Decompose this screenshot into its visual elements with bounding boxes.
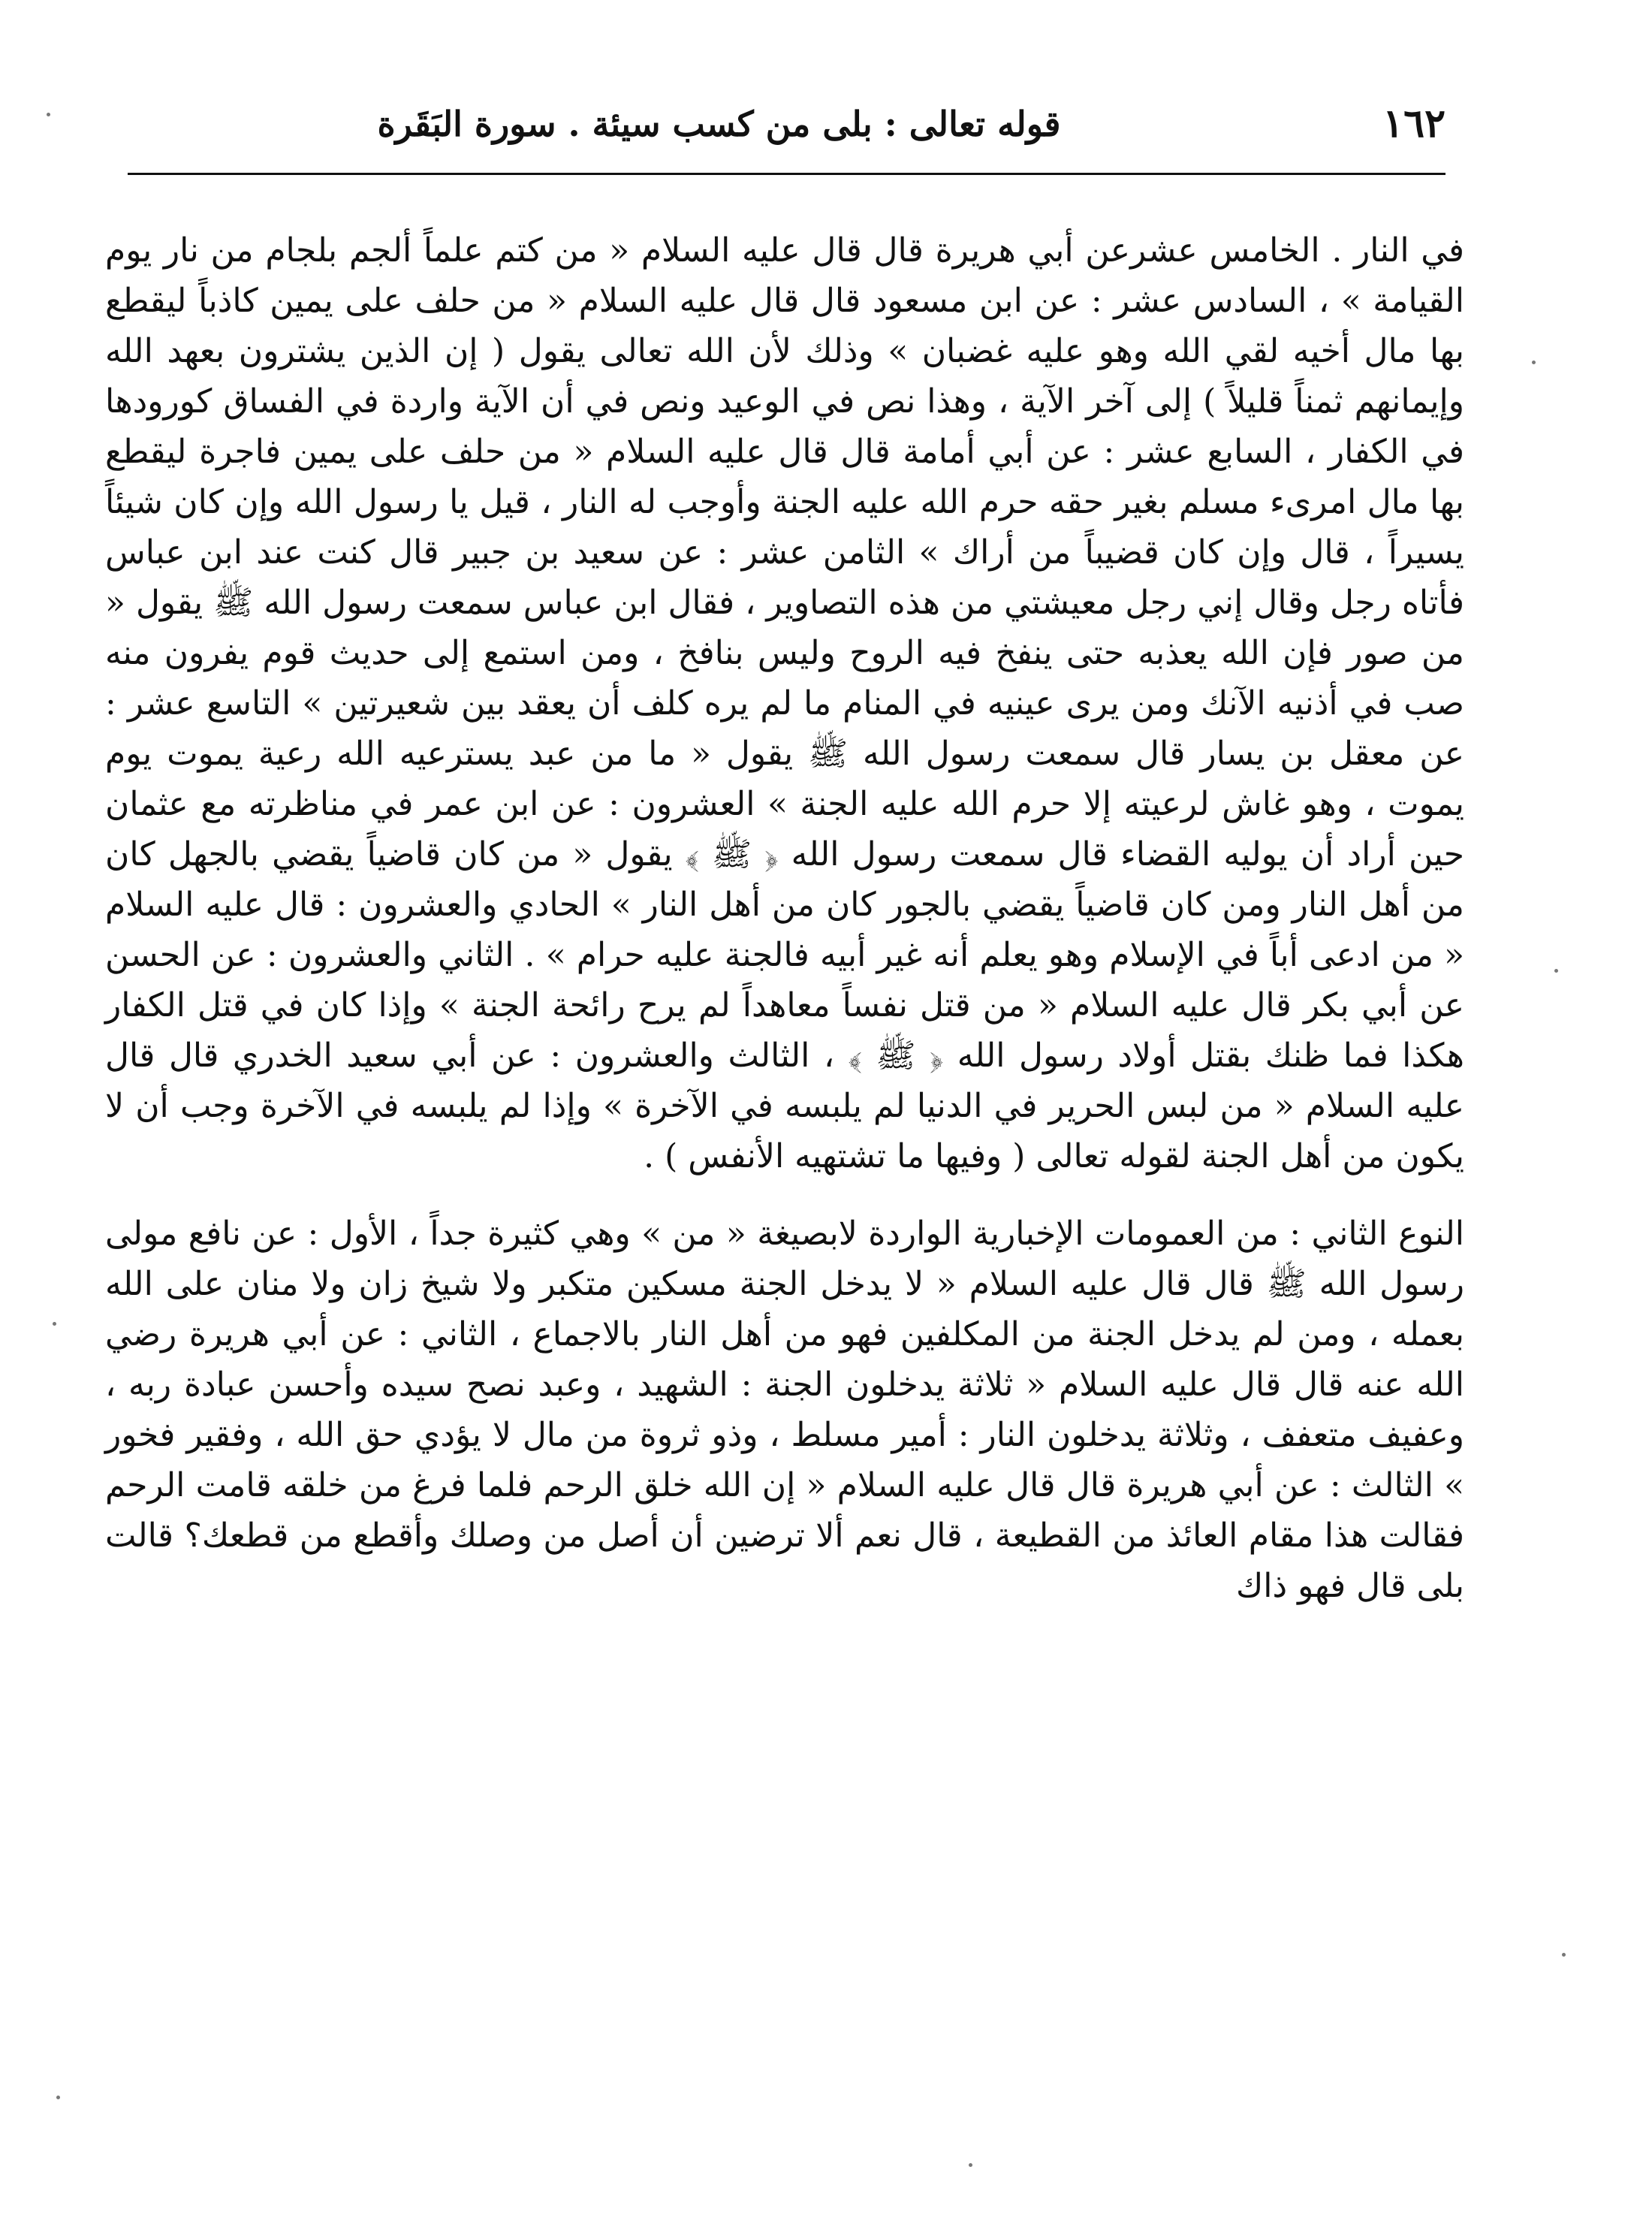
page-number: ١٦٢ xyxy=(1382,101,1446,146)
paragraph-second-type: النوع الثاني : من العمومات الإخبارية الواردة لابصيغة « من » وهي كثيرة جداً ، الأول : عن نافع مولى رسول الله ﷺ قال قال عليه السلام « لا يدخل الجنة مسكين متكبر ولا شيخ زان ولا منان على الله بعمله ، ومن لم يدخل الجنة من المكلفين فهو من أهل النار بالاجماع ، الثاني : عن أبي هريرة رضي الله عنه قال قال عليه السلام « ثلاثة يدخلون الجنة : الشهيد ، وعبد نصح سيده وأحسن عبادة ربه ، وعفيف متعفف ، وثلاثة يدخلون النار : أمير مسلط ، وذو ثروة من مال لا يؤدي حق الله ، وفقير فخور » الثالث : عن أبي هريرة قال قال عليه السلام « إن الله خلق الرحم فلما فرغ من خلقه قامت الرحم فقالت هذا مقام العائذ من القطيعة ، قال نعم ألا ترضين أن أصل من وصلك وأقطع من قطعك؟ قالت بلى قال فهو ذاك xyxy=(105,1215,1464,1605)
header-title: قوله تعالى : بلى من كسب سيئة . سورة البَقَرة xyxy=(377,104,1061,144)
scan-speck xyxy=(1532,361,1536,364)
scan-speck xyxy=(47,113,50,116)
scan-speck xyxy=(1562,1953,1566,1957)
scan-speck xyxy=(1554,969,1558,973)
body-text xyxy=(105,225,1464,1611)
running-header xyxy=(128,98,1446,158)
scan-speck xyxy=(53,1322,56,1326)
header-divider xyxy=(128,173,1446,175)
scan-speck xyxy=(969,2163,972,2167)
scan-speck xyxy=(56,2096,60,2099)
paragraph-hadith-list: في النار . الخامس عشرعن أبي هريرة قال قال عليه السلام « من كتم علماً ألجم بلجام من نار يوم القيامة » ، السادس عشر : عن ابن مسعود قال قال عليه السلام « من حلف على يمين كاذباً ليقطع بها مال أخيه لقي الله وهو عليه غضبان » وذلك لأن الله تعالى يقول ( إن الذين يشترون بعهد الله وإيمانهم ثمناً قليلاً ) إلى آخر الآية ، وهذا نص في الوعيد ونص في أن الآية واردة في الفساق كورودها في الكفار ، السابع عشر : عن أبي أمامة قال قال عليه السلام « من حلف على يمين فاجرة ليقطع بها مال امرىء مسلم بغير حقه حرم الله عليه الجنة وأوجب له النار ، قيل يا رسول الله وإن كان شيئاً يسيراً ، قال وإن كان قضيباً من أراك » الثامن عشر : عن سعيد بن جبير قال كنت عند ابن عباس فأتاه رجل وقال إني رجل معيشتي من هذه التصاوير ، فقال ابن عباس سمعت رسول الله ﷺ يقول « من صور فإن الله يعذبه حتى ينفخ فيه الروح وليس بنافخ ، ومن استمع إلى حديث قوم يفرون منه صب في أذنيه الآنك ومن يرى عينيه في المنام ما لم يره كلف أن يعقد بين شعيرتين » التاسع عشر : عن معقل بن يسار قال سمعت رسول الله ﷺ يقول « ما من عبد يسترعيه الله رعية يموت يوم يموت ، وهو غاش لرعيته إلا حرم الله عليه الجنة » العشرون : عن ابن عمر في مناظرته مع عثمان حين أراد أن يوليه القضاء قال سمعت رسول الله ﴿ ﷺ ﴾ يقول « من كان قاضياً يقضي بالجهل كان من أهل النار ومن كان قاضياً يقضي بالجور كان من أهل النار » الحادي والعشرون : قال عليه السلام « من ادعى أباً في الإسلام وهو يعلم أنه غير أبيه فالجنة عليه حرام » . الثاني والعشرون : عن الحسن عن أبي بكر قال عليه السلام « من قتل نفساً معاهداً لم يرح رائحة الجنة » وإذا كان في قتل الكفار هكذا فما ظنك بقتل أولاد رسول الله ﴿ ﷺ ﴾ ، الثالث والعشرون : عن أبي سعيد الخدري قال قال عليه السلام « من لبس الحرير في الدنيا لم يلبسه في الآخرة » وإذا لم يلبسه في الآخرة وجب أن لا يكون من أهل الجنة لقوله تعالى ( وفيها ما تشتهيه الأنفس ) . xyxy=(105,231,1465,1175)
